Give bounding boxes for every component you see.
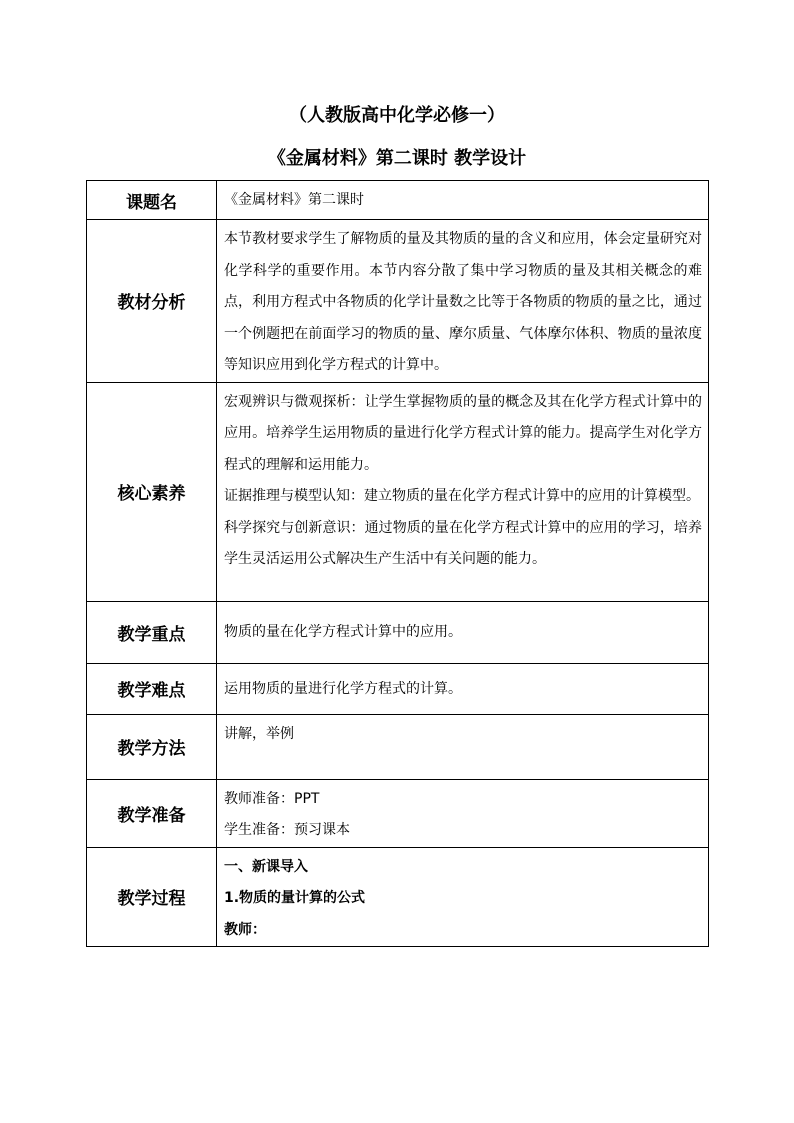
row-content-textbook-analysis (217, 220, 709, 383)
row-label-topic: 课题名 (87, 181, 217, 220)
row-label-key-point: 教学重点 (87, 601, 217, 663)
row-label-process: 教学过程 (87, 847, 217, 947)
process-step-subheading: 1.物质的量计算的公式 (224, 890, 366, 906)
row-content-difficulty (217, 663, 709, 714)
document-subtitle: （人教版高中化学必修一） (289, 105, 505, 126)
row-label-core-literacy: 核心素养 (87, 382, 217, 601)
lesson-plan-table (86, 180, 709, 947)
table-row-textbook-analysis (87, 220, 709, 383)
row-label-method: 教学方法 (87, 714, 217, 779)
core-literacy-paragraph: 科学探究与创新意识：通过物质的量在化学方程式计算中的应用的学习，培养学生灵活运用公式解决生产生活中有关问题的能力。 (224, 519, 702, 567)
row-label-difficulty: 教学难点 (87, 663, 217, 714)
textbook-analysis-text: 本节教材要求学生了解物质的量及其物质的量的含义和应用，体会定量研究对化学科学的重要作用。本节内容分散了集中学习物质的量及其相关概念的难点，利用方程式中各物质的化学计量数之比等于各物质的物质的量之比，通过一个例题把在前面学习的物质的量、摩尔质量、气体摩尔体积、物质的量浓度等知识应用到化学方程式的计算中。 (224, 231, 702, 373)
row-content-key-point (217, 601, 709, 663)
document-title: 《金属材料》第二课时 教学设计 (267, 148, 527, 169)
row-label-textbook-analysis: 教材分析 (87, 220, 217, 383)
row-content-process (217, 847, 709, 947)
core-literacy-paragraph: 证据推理与模型认知：建立物质的量在化学方程式计算中的应用的计算模型。 (224, 488, 700, 504)
topic-text: 《金属材料》第二课时 (224, 192, 364, 208)
difficulty-text: 运用物质的量进行化学方程式的计算。 (224, 680, 462, 697)
row-label-preparation: 教学准备 (87, 779, 217, 847)
preparation-teacher: 教师准备：PPT (224, 790, 320, 807)
table-row-difficulty (87, 663, 709, 714)
row-content-core-literacy (217, 382, 709, 601)
row-content-method (217, 714, 709, 779)
process-step-heading: 一、新课导入 (224, 858, 308, 875)
preparation-student: 学生准备：预习课本 (224, 822, 350, 838)
table-row-method (87, 714, 709, 779)
table-row-key-point (87, 601, 709, 663)
process-step-teacher: 教师： (224, 921, 266, 938)
table-row-process (87, 847, 709, 947)
row-content-topic (217, 181, 709, 220)
table-row-core-literacy (87, 382, 709, 601)
table-row-preparation (87, 779, 709, 847)
table-row-topic (87, 181, 709, 220)
row-content-preparation (217, 779, 709, 847)
method-text: 讲解，举例 (224, 725, 294, 742)
key-point-text: 物质的量在化学方程式计算中的应用。 (224, 624, 462, 640)
core-literacy-paragraph: 宏观辨识与微观探析：让学生掌握物质的量的概念及其在化学方程式计算中的应用。培养学生运用物质的量进行化学方程式计算的能力。提高学生对化学方程式的理解和运用能力。 (224, 393, 702, 473)
